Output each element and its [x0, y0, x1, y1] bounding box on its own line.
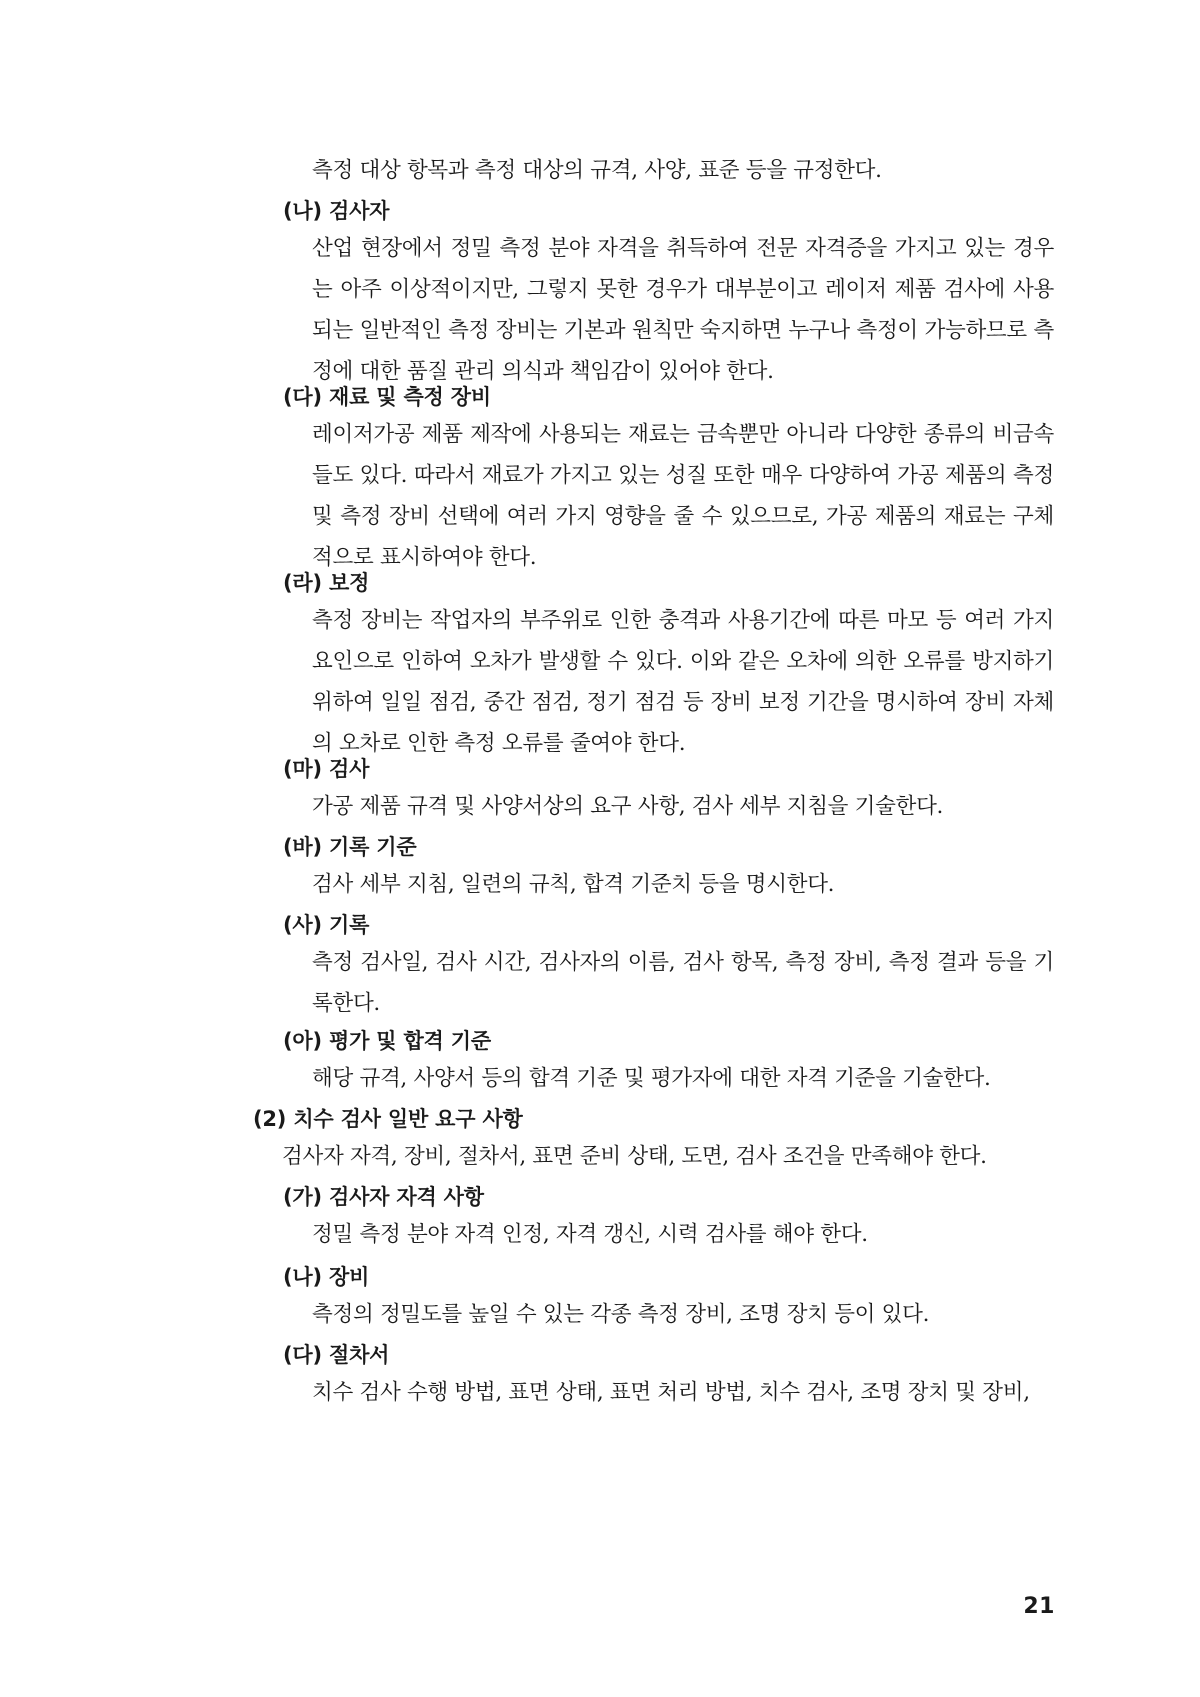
paragraph-equipment: 측정의 정밀도를 높일 수 있는 각종 측정 장비, 조명 장치 등이 있다.	[312, 1302, 930, 1327]
paragraph-evaluation-acceptance: 해당 규격, 사양서 등의 합격 기준 및 평가자에 대한 자격 기준을 기술한다.	[312, 1066, 991, 1091]
paragraph-inspector: 산업 현장에서 정밀 측정 분야 자격을 취득하여 전문 자격증을 가지고 있는 경우는 아주 이상적이지만, 그렇지 못한 경우가 대부분이고 레이저 제품 검사에 사용되는 일반적인 측정 장비는 기본과 원칙만 숙지하면 누구나 측정이 가능하므로 측정에 대한 품질 관리 의식과 책임감이 있어야 한다.	[312, 236, 1054, 384]
page-number: 21	[1023, 1594, 1055, 1619]
heading-calibration: (라) 보정	[283, 571, 370, 595]
paragraph-record-criteria: 검사 세부 지침, 일련의 규칙, 합격 기준치 등을 명시한다.	[312, 872, 835, 897]
heading-inspector: (나) 검사자	[283, 199, 390, 223]
paragraph-dimension-inspection-requirements: 검사자 자격, 장비, 절차서, 표면 준비 상태, 도면, 검사 조건을 만족해야 한다.	[282, 1144, 987, 1169]
paragraph-record: 측정 검사일, 검사 시간, 검사자의 이름, 검사 항목, 측정 장비, 측정 결과 등을 기록한다.	[312, 950, 1054, 1016]
paragraph-materials-equipment: 레이저가공 제품 제작에 사용되는 재료는 금속뿐만 아니라 다양한 종류의 비금속들도 있다. 따라서 재료가 가지고 있는 성질 또한 매우 다양하여 가공 제품의 측정 및 측정 장비 선택에 여러 가지 영향을 줄 수 있으므로, 가공 제품의 재료는 구체적으로 표시하여야 한다.	[312, 422, 1054, 570]
paragraph-inspection: 가공 제품 규격 및 사양서상의 요구 사항, 검사 세부 지침을 기술한다.	[312, 794, 944, 819]
paragraph-inspector-qualification: 정밀 측정 분야 자격 인정, 자격 갱신, 시력 검사를 해야 한다.	[312, 1222, 868, 1247]
heading-materials-equipment: (다) 재료 및 측정 장비	[283, 385, 491, 409]
heading-procedure: (다) 절차서	[283, 1343, 390, 1367]
paragraph-calibration: 측정 장비는 작업자의 부주위로 인한 충격과 사용기간에 따른 마모 등 여러 가지 요인으로 인하여 오차가 발생할 수 있다. 이와 같은 오차에 의한 오류를 방지하기 위하여 일일 점검, 중간 점검, 정기 점검 등 장비 보정 기간을 명시하여 장비 자체의 오차로 인한 측정 오류를 줄여야 한다.	[312, 608, 1054, 756]
paragraph-measurement-target: 측정 대상 항목과 측정 대상의 규격, 사양, 표준 등을 규정한다.	[312, 158, 882, 183]
heading-record-criteria: (바) 기록 기준	[283, 835, 417, 859]
heading-inspector-qualification: (가) 검사자 자격 사항	[283, 1185, 484, 1209]
heading-evaluation-acceptance: (아) 평가 및 합격 기준	[283, 1029, 491, 1053]
paragraph-procedure: 치수 검사 수행 방법, 표면 상태, 표면 처리 방법, 치수 검사, 조명 장치 및 장비,	[312, 1380, 1030, 1405]
heading-inspection: (마) 검사	[283, 757, 370, 781]
heading-equipment: (나) 장비	[283, 1265, 370, 1289]
heading-dimension-inspection-requirements: (2) 치수 검사 일반 요구 사항	[253, 1107, 523, 1131]
heading-record: (사) 기록	[283, 913, 370, 937]
